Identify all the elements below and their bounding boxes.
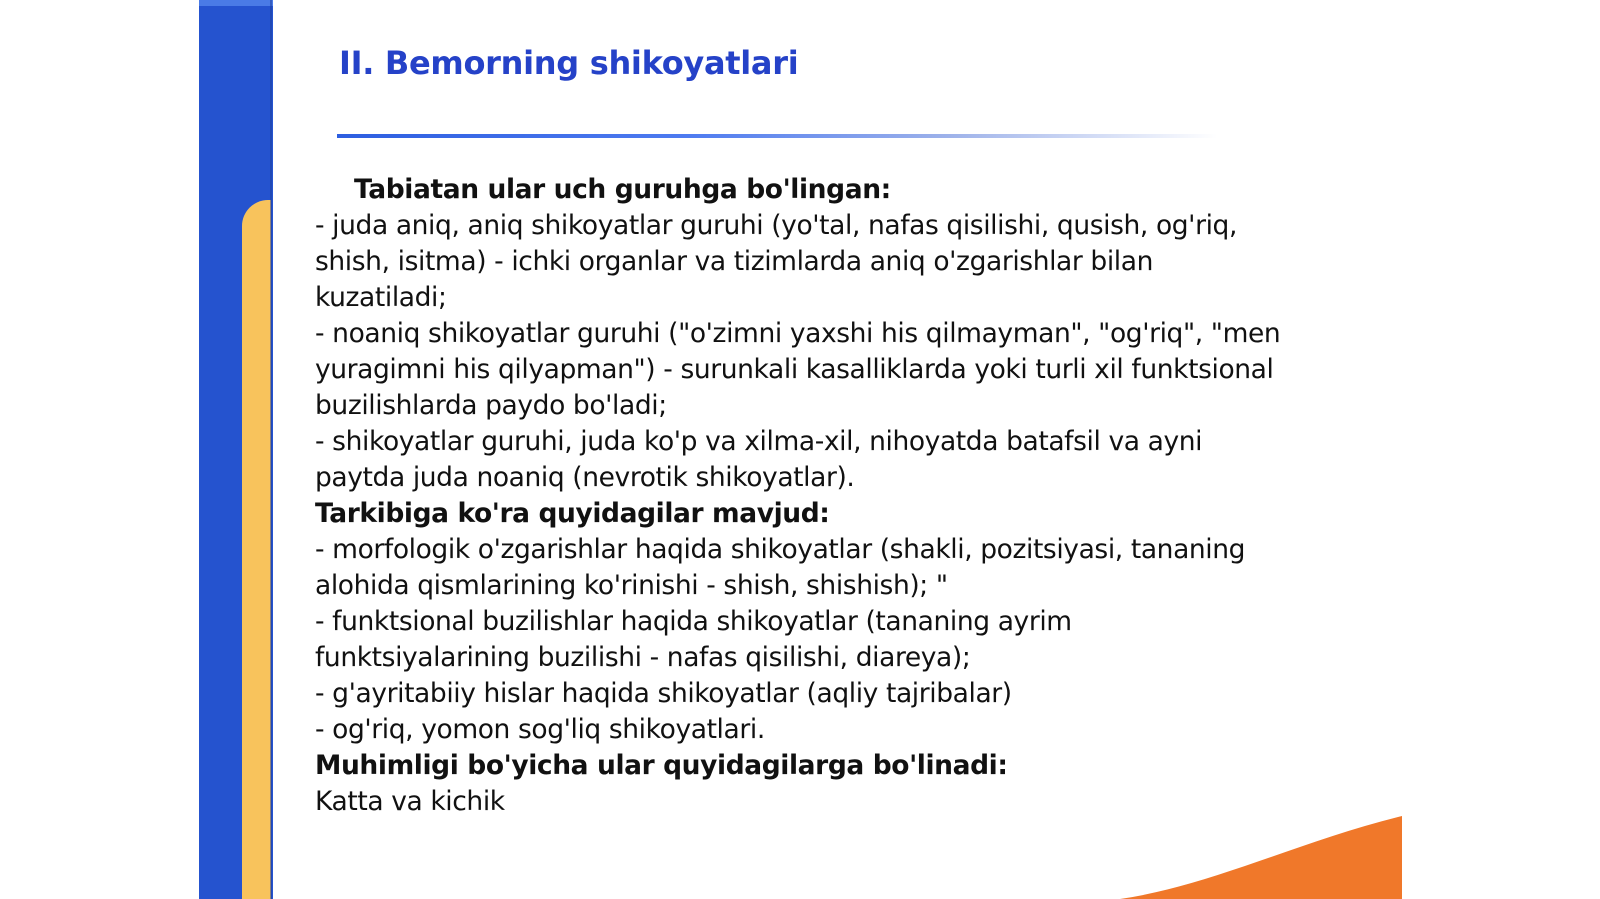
left-yellow-band <box>242 200 271 899</box>
heading-importance: Muhimligi bo'yicha ular quyidagilarga bo'linadi: <box>315 750 1008 781</box>
body-line: - shikoyatlar guruhi, juda ko'p va xilma-xil, nihoyatda batafsil va ayni <box>315 426 1203 457</box>
slide-body <box>315 172 1395 820</box>
left-band-edge <box>270 0 272 899</box>
slide-title: II. Bemorning shikoyatlari <box>339 44 799 82</box>
heading-nature-groups: Tabiatan ular uch guruhga bo'lingan: <box>354 174 891 205</box>
body-line: Katta va kichik <box>315 786 505 817</box>
body-line: - g'ayritabiiy hislar haqida shikoyatlar (aqliy tajribalar) <box>315 678 1012 709</box>
orange-corner-wave <box>1120 816 1402 899</box>
body-line: - og'riq, yomon sog'liq shikoyatlari. <box>315 714 765 745</box>
body-line: paytda juda noaniq (nevrotik shikoyatlar). <box>315 462 855 493</box>
body-line: yuragimni his qilyapman") - surunkali kasalliklarda yoki turli xil funktsional <box>315 354 1274 385</box>
body-line: - morfologik o'zgarishlar haqida shikoyatlar (shakli, pozitsiyasi, tananing <box>315 534 1246 565</box>
title-underline <box>337 134 1217 138</box>
body-line: alohida qismlarining ko'rinishi - shish, shishish); " <box>315 570 948 601</box>
body-line: - juda aniq, aniq shikoyatlar guruhi (yo'tal, nafas qisilishi, qusish, og'riq, <box>315 210 1237 241</box>
body-line: funktsiyalarining buzilishi - nafas qisilishi, diareya); <box>315 642 971 673</box>
body-line: shish, isitma) - ichki organlar va tizimlarda aniq o'zgarishlar bilan <box>315 246 1153 277</box>
body-line: buzilishlarda paydo bo'ladi; <box>315 390 667 421</box>
left-blue-band-highlight <box>199 0 273 6</box>
body-line: - funktsional buzilishlar haqida shikoyatlar (tananing ayrim <box>315 606 1072 637</box>
body-line: - noaniq shikoyatlar guruhi ("o'zimni yaxshi his qilmayman", "og'riq", "men <box>315 318 1281 349</box>
heading-composition: Tarkibiga ko'ra quyidagilar mavjud: <box>315 498 830 529</box>
body-line: kuzatiladi; <box>315 282 447 313</box>
